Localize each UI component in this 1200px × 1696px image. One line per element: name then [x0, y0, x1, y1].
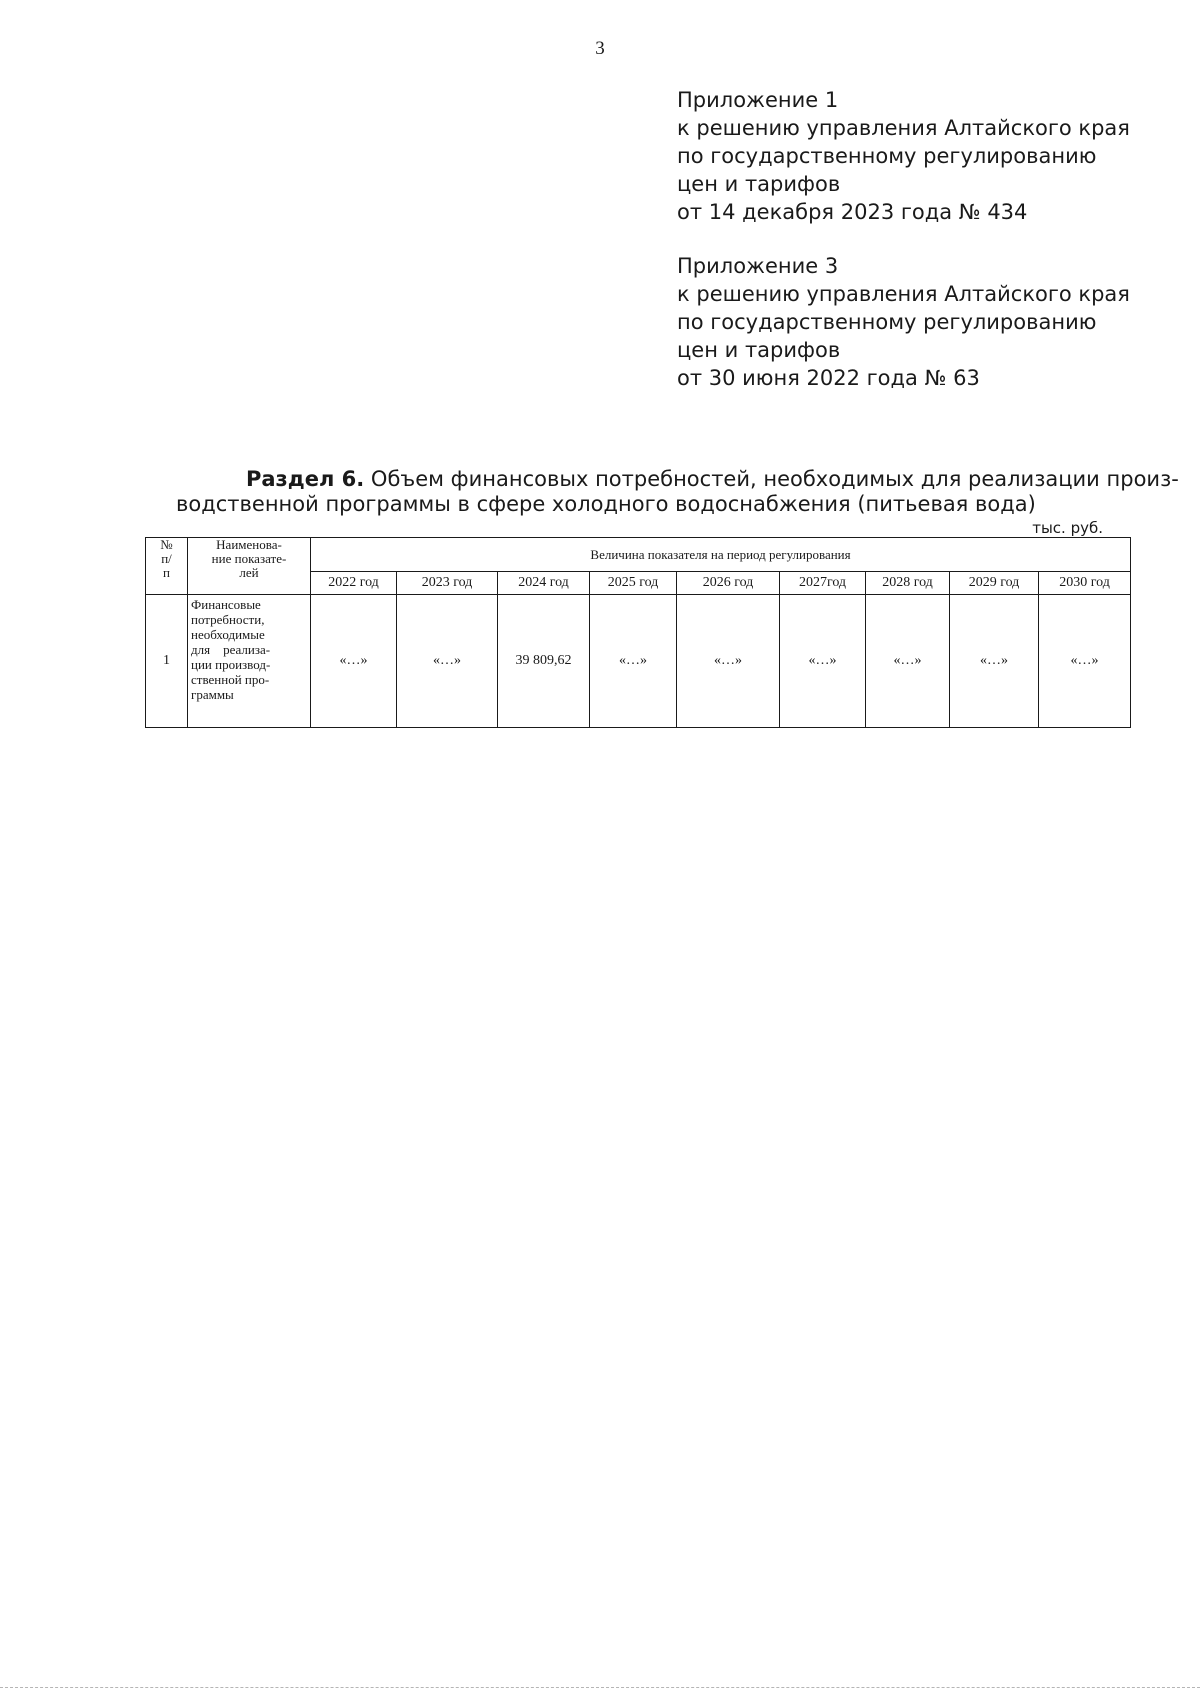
- year-header: 2027год: [780, 572, 866, 595]
- year-header: 2026 год: [677, 572, 780, 595]
- annex-3-block: [677, 252, 1130, 392]
- value-cell: «…»: [1039, 595, 1131, 728]
- value-cell: «…»: [311, 595, 397, 728]
- row-indicator-name: Финансовые потребности, необходимые для реализа- ции производ- ственной про- граммы: [188, 595, 311, 728]
- financial-needs-table: [145, 537, 1131, 728]
- year-header: 2029 год: [950, 572, 1039, 595]
- annex-3-date: от 30 июня 2022 года № 63: [677, 366, 980, 390]
- year-header: 2030 год: [1039, 572, 1131, 595]
- section-label: Раздел 6.: [246, 467, 365, 491]
- units-label: тыс. руб.: [1032, 519, 1103, 537]
- header-number: № п/ п: [146, 538, 188, 595]
- value-cell: «…»: [866, 595, 950, 728]
- annex-1-line: по государственному регулированию: [677, 144, 1097, 168]
- header-indicator-name: Наименова- ние показате- лей: [188, 538, 311, 595]
- table-row: [146, 595, 1131, 728]
- section-heading: [176, 467, 1179, 517]
- annex-3-line: по государственному регулированию: [677, 310, 1097, 334]
- annex-3-line: к решению управления Алтайского края: [677, 282, 1130, 306]
- section-heading-line-1: [176, 467, 1179, 492]
- annex-1-line: цен и тарифов: [677, 172, 841, 196]
- year-header: 2024 год: [498, 572, 590, 595]
- value-cell: «…»: [677, 595, 780, 728]
- value-cell: «…»: [780, 595, 866, 728]
- row-number: 1: [146, 595, 188, 728]
- annex-3-title: Приложение 3: [677, 254, 839, 278]
- annex-1-title: Приложение 1: [677, 88, 839, 112]
- year-header: 2023 год: [397, 572, 498, 595]
- section-title-part-1: Объем финансовых потребностей, необходимых для реализации произ-: [364, 467, 1179, 491]
- section-title-part-2: водственной программы в сфере холодного водоснабжения (питьевая вода): [176, 492, 1036, 516]
- header-regulation-period: Величина показателя на период регулирования: [311, 538, 1131, 572]
- year-header: 2022 год: [311, 572, 397, 595]
- table-header-row: [146, 538, 1131, 572]
- year-header: 2028 год: [866, 572, 950, 595]
- scan-edge-line: [0, 1687, 1200, 1688]
- value-cell: «…»: [590, 595, 677, 728]
- year-header: 2025 год: [590, 572, 677, 595]
- value-cell: «…»: [397, 595, 498, 728]
- value-cell: 39 809,62: [498, 595, 590, 728]
- annex-1-line: к решению управления Алтайского края: [677, 116, 1130, 140]
- value-cell: «…»: [950, 595, 1039, 728]
- annex-1-block: [677, 86, 1130, 226]
- annex-3-line: цен и тарифов: [677, 338, 841, 362]
- annex-1-date: от 14 декабря 2023 года № 434: [677, 200, 1028, 224]
- page-number: 3: [595, 38, 605, 59]
